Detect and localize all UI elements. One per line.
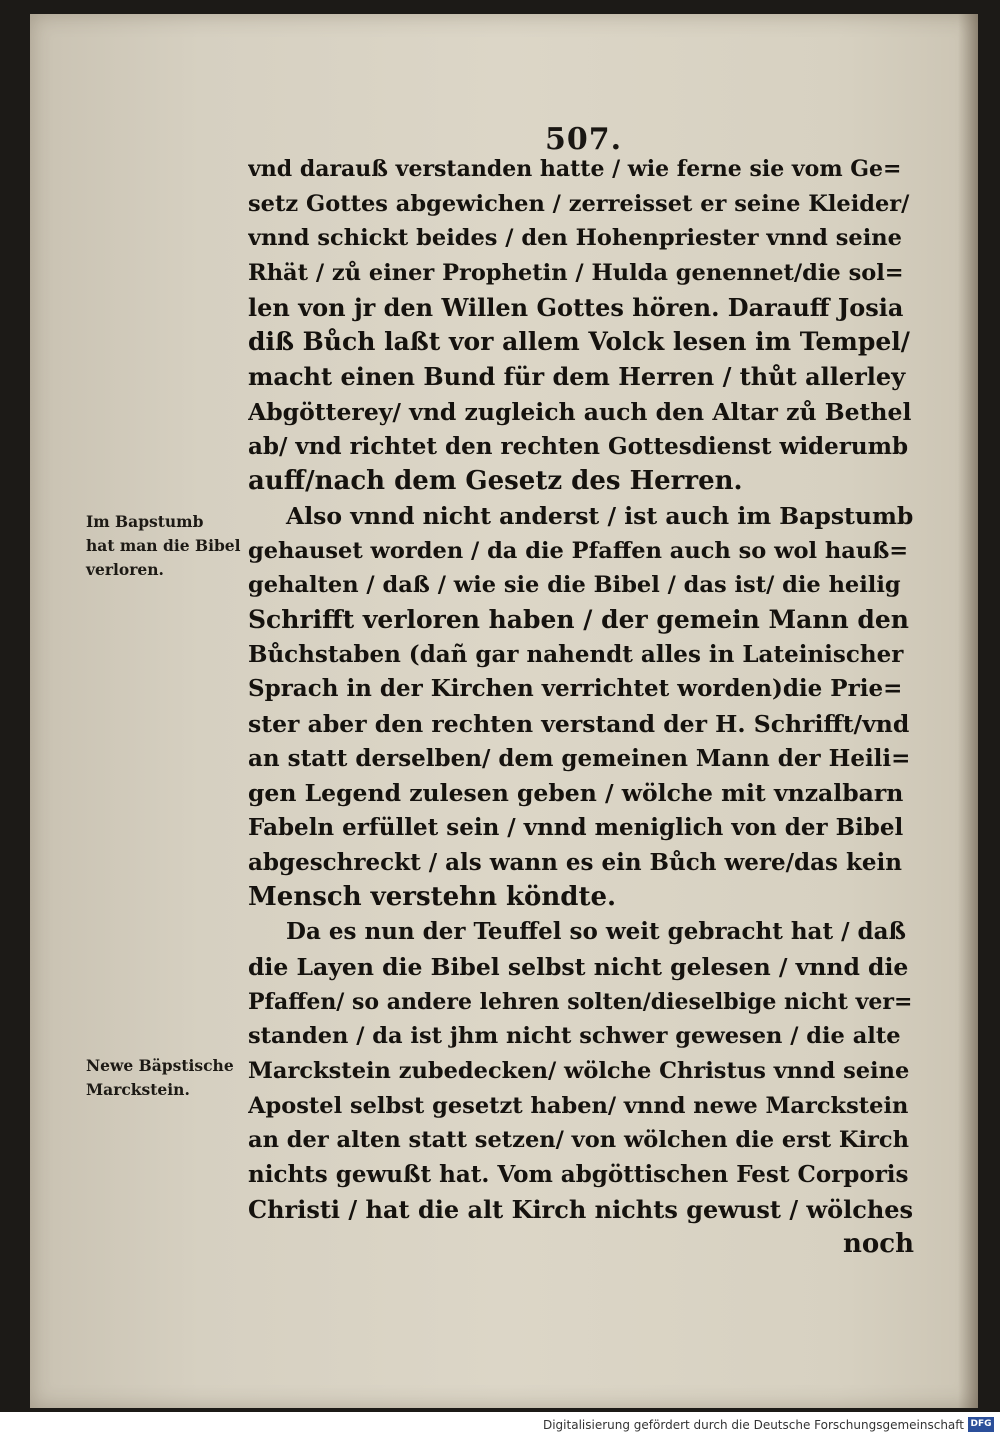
text-line: vnd darauß verstanden hatte / wie ferne sie vom Ge= bbox=[248, 156, 902, 182]
text-line: die Layen die Bibel selbst nicht gelesen / vnnd die bbox=[248, 952, 909, 981]
text-line: standen / da ist jhm nicht schwer gewesen / die alte bbox=[248, 1023, 901, 1050]
text-line: gehalten / daß / wie sie die Bibel / das ist/ die heilig bbox=[248, 572, 901, 599]
text-line: ab/ vnd richtet den rechten Gottesdienst widerumb bbox=[248, 432, 909, 460]
text-line: len von jr den Willen Gottes hören. Darauff Josia bbox=[248, 292, 904, 322]
text-line: Sprach in der Kirchen verrichtet worden)die Prie= bbox=[248, 675, 903, 703]
text-line: Also vnnd nicht anderst / ist auch im Bapstumb bbox=[286, 501, 914, 530]
margin-note-bible-lost bbox=[86, 510, 241, 582]
text-line: setz Gottes abgewichen / zerreisset er seine Kleider/ bbox=[248, 190, 910, 217]
margin-note-line: Newe Bäpstische bbox=[86, 1056, 234, 1075]
text-line: ster aber den rechten verstand der H. Schrifft/vnd bbox=[248, 710, 910, 738]
text-line: vnnd schickt beides / den Hohenpriester vnnd seine bbox=[248, 225, 902, 252]
text-line: Abgötterey/ vnd zugleich auch den Altar zů Bethel bbox=[248, 397, 912, 426]
text-line: Pfaffen/ so andere lehren solten/dieselbige nicht ver= bbox=[248, 988, 913, 1015]
text-line: Bůchstaben (dañ gar nahendt alles in Lateinischer bbox=[248, 640, 904, 668]
margin-note-line: Marckstein. bbox=[86, 1080, 190, 1099]
text-line: Rhät / zů einer Prophetin / Hulda genennet/die sol= bbox=[248, 260, 904, 287]
text-line: diß Bůch laßt vor allem Volck lesen im Tempel/ bbox=[248, 327, 910, 357]
text-line: Marckstein zubedecken/ wölche Christus vnnd seine bbox=[248, 1057, 910, 1084]
margin-note-line: hat man die Bibel bbox=[86, 536, 241, 555]
text-line: macht einen Bund für dem Herren / thůt allerley bbox=[248, 362, 906, 392]
text-line: nichts gewußt hat. Vom abgöttischen Fest Corporis bbox=[248, 1160, 909, 1188]
text-line: auff/nach dem Gesetz des Herren. bbox=[248, 466, 743, 497]
text-line: Fabeln erfüllet sein / vnnd meniglich von der Bibel bbox=[248, 814, 904, 842]
text-line: an der alten statt setzen/ von wölchen die erst Kirch bbox=[248, 1127, 909, 1154]
text-line: noch bbox=[843, 1229, 914, 1260]
text-line: Schrifft verloren haben / der gemein Mann den bbox=[248, 604, 909, 634]
text-line: an statt derselben/ dem gemeinen Mann der Heili= bbox=[248, 744, 911, 772]
margin-note-new-landmarks bbox=[86, 1054, 234, 1102]
page-edge-shadow bbox=[958, 14, 978, 1408]
text-line: Mensch verstehn köndte. bbox=[248, 882, 617, 913]
text-line: gen Legend zulesen geben / wölche mit vnzalbarn bbox=[248, 779, 904, 808]
text-line: gehauset worden / da die Pfaffen auch so wol hauß= bbox=[248, 537, 909, 564]
footer-bar bbox=[0, 1412, 1000, 1438]
text-line: Da es nun der Teuffel so weit gebracht hat / daß bbox=[286, 918, 906, 946]
text-line: Apostel selbst gesetzt haben/ vnnd newe Marckstein bbox=[248, 1092, 909, 1119]
body-text bbox=[248, 152, 914, 1262]
text-line: Christi / hat die alt Kirch nichts gewust / wölches bbox=[248, 1194, 914, 1224]
text-line: abgeschreckt / als wann es ein Bůch were/das kein bbox=[248, 848, 902, 876]
page-number: 507. bbox=[545, 122, 623, 157]
dfg-logo: DFG bbox=[968, 1417, 994, 1432]
margin-note-line: verloren. bbox=[86, 560, 164, 579]
footer-credit: Digitalisierung gefördert durch die Deutsche Forschungsgemeinschaft bbox=[542, 1418, 964, 1432]
margin-note-line: Im Bapstumb bbox=[86, 512, 204, 531]
